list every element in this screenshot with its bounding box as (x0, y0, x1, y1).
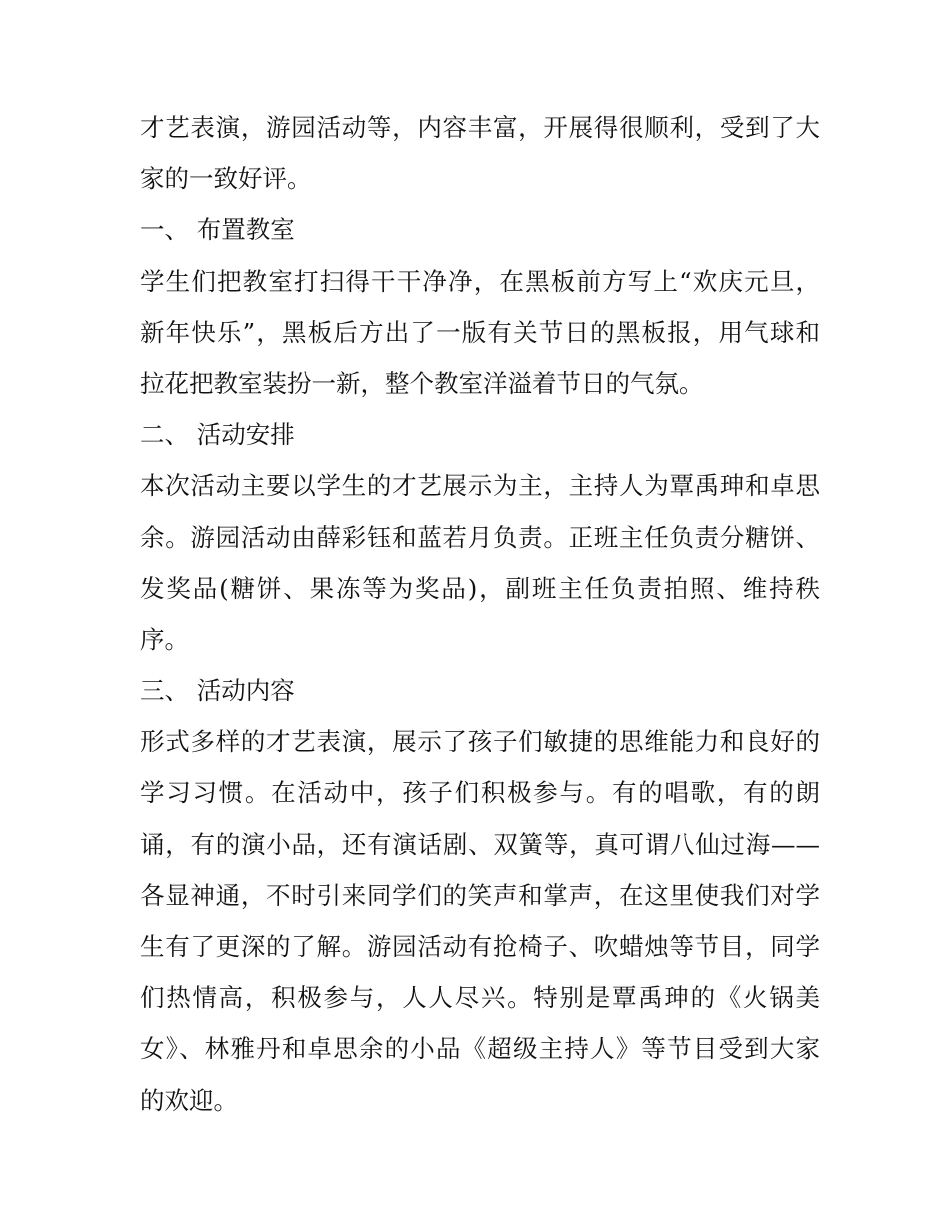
text-line: 的欢迎。 (140, 1085, 238, 1115)
text-line: 诵，有的演小品，还有演话剧、双簧等，真可谓八仙过海—— (140, 829, 820, 859)
text-line: 拉花把教室装扮一新，整个教室洋溢着节日的气氛。 (140, 368, 704, 398)
text-line: 发奖品(糖饼、果冻等为奖品)，副班主任负责拍照、维持秩 (140, 573, 820, 603)
text-line: 们热情高，积极参与，人人尽兴。特别是覃禹珅的《火锅美 (140, 983, 820, 1013)
text-line: 形式多样的才艺表演，展示了孩子们敏捷的思维能力和良好的 (140, 727, 820, 757)
text-line: 本次活动主要以学生的才艺展示为主，主持人为覃禹珅和卓思 (140, 471, 820, 501)
text-line: 各显神通，不时引来同学们的笑声和掌声，在这里使我们对学 (140, 880, 820, 910)
section-heading: 一、 布置教室 (140, 215, 295, 245)
text-line: 学生们把教室打扫得干干净净，在黑板前方写上“欢庆元旦， (140, 266, 820, 296)
section-heading: 二、 活动安排 (140, 420, 295, 450)
text-line: 女》、林雅丹和卓思余的小品《超级主持人》等节目受到大家 (140, 1034, 820, 1064)
text-line: 家的一致好评。 (140, 164, 312, 194)
text-line: 新年快乐”，黑板后方出了一版有关节日的黑板报，用气球和 (140, 317, 820, 347)
document-page (140, 102, 820, 1126)
text-line: 才艺表演，游园活动等，内容丰富，开展得很顺利，受到了大 (140, 113, 820, 142)
text-line: 序。 (140, 624, 189, 654)
section-heading: 三、 活动内容 (140, 676, 295, 706)
text-line: 学习习惯。在活动中，孩子们积极参与。有的唱歌，有的朗 (140, 778, 820, 808)
text-line: 余。游园活动由薛彩钰和蓝若月负责。正班主任负责分糖饼、 (140, 522, 820, 552)
text-line: 生有了更深的了解。游园活动有抢椅子、吹蜡烛等节目，同学 (140, 932, 820, 961)
